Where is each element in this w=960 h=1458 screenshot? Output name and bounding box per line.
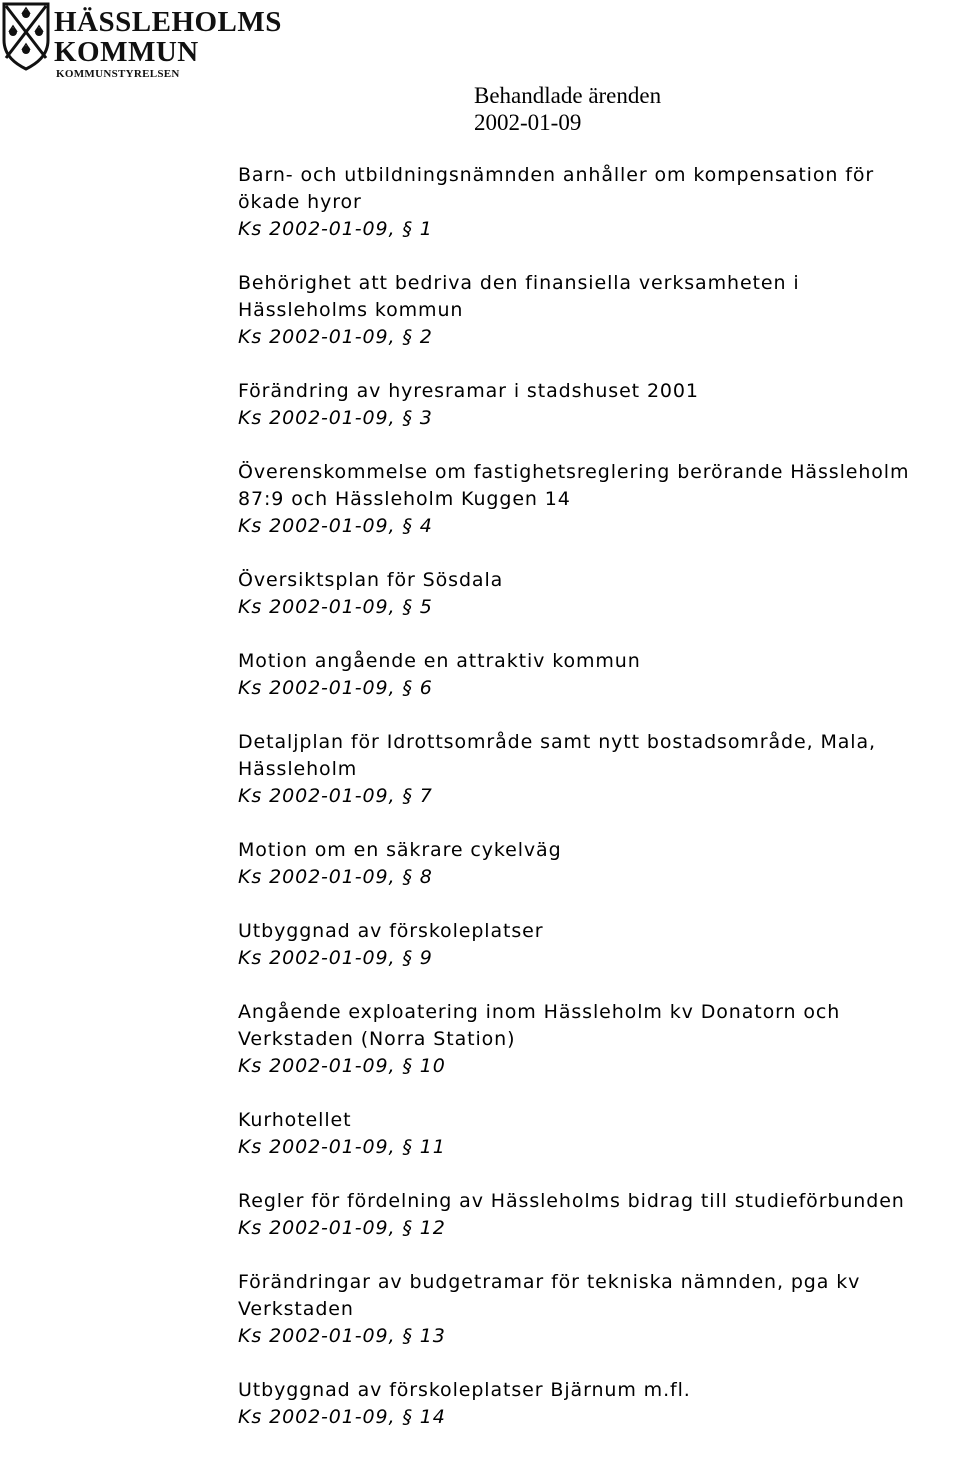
case-item	[238, 1269, 956, 1350]
case-reference: Ks 2002-01-09, § 13	[238, 1325, 446, 1347]
case-reference: Ks 2002-01-09, § 8	[238, 866, 433, 888]
case-item	[238, 918, 956, 972]
case-reference: Ks 2002-01-09, § 6	[238, 677, 433, 699]
case-item	[238, 1107, 956, 1161]
case-title: Angående exploatering inom Hässleholm kv Donatorn och Verkstaden (Norra Station)	[238, 1001, 841, 1050]
case-reference: Ks 2002-01-09, § 5	[238, 596, 433, 618]
case-item	[238, 999, 956, 1080]
case-reference: Ks 2002-01-09, § 2	[238, 326, 433, 348]
case-reference: Ks 2002-01-09, § 1	[238, 218, 433, 240]
case-title: Utbyggnad av förskoleplatser Bjärnum m.fl.	[238, 1379, 691, 1401]
case-item	[238, 1377, 956, 1431]
logo-name-line1: HÄSSLEHOLMS	[54, 6, 282, 38]
case-title: Utbyggnad av förskoleplatser	[238, 920, 544, 942]
case-title: Översiktsplan för Sösdala	[238, 569, 504, 591]
case-title: Motion om en säkrare cykelväg	[238, 839, 562, 861]
case-title: Överenskommelse om fastighetsreglering berörande Hässleholm 87:9 och Hässleholm Kuggen 14	[238, 461, 910, 510]
case-item	[238, 648, 956, 702]
case-reference: Ks 2002-01-09, § 9	[238, 947, 433, 969]
case-item	[238, 1188, 956, 1242]
case-item	[238, 378, 956, 432]
coat-of-arms-icon	[0, 0, 52, 72]
case-item	[238, 270, 956, 351]
case-item	[238, 837, 956, 891]
case-title: Motion angående en attraktiv kommun	[238, 650, 641, 672]
case-reference: Ks 2002-01-09, § 10	[238, 1055, 446, 1077]
case-item	[238, 459, 956, 540]
case-item	[238, 729, 956, 810]
case-item	[238, 567, 956, 621]
case-reference: Ks 2002-01-09, § 14	[238, 1406, 446, 1428]
logo-subtitle: KOMMUNSTYRELSEN	[56, 68, 180, 80]
case-title: Regler för fördelning av Hässleholms bidrag till studieförbunden	[238, 1190, 905, 1212]
document-title: Behandlade ärenden	[474, 83, 662, 108]
case-list	[238, 162, 956, 1458]
case-reference: Ks 2002-01-09, § 7	[238, 785, 433, 807]
case-reference: Ks 2002-01-09, § 12	[238, 1217, 446, 1239]
case-item	[238, 162, 956, 243]
case-reference: Ks 2002-01-09, § 4	[238, 515, 433, 537]
case-title: Barn- och utbildningsnämnden anhåller om kompensation för ökade hyror	[238, 164, 875, 213]
case-title: Förändringar av budgetramar för tekniska nämnden, pga kv Verkstaden	[238, 1271, 861, 1320]
case-reference: Ks 2002-01-09, § 3	[238, 407, 433, 429]
document-header	[474, 82, 661, 136]
document-date: 2002-01-09	[474, 110, 582, 135]
case-reference: Ks 2002-01-09, § 11	[238, 1136, 446, 1158]
case-title: Detaljplan för Idrottsområde samt nytt bostadsområde, Mala, Hässleholm	[238, 731, 876, 780]
logo-name-line2: KOMMUN	[54, 36, 199, 68]
case-title: Kurhotellet	[238, 1109, 352, 1131]
municipality-logo	[0, 0, 282, 84]
case-title: Behörighet att bedriva den finansiella verksamheten i Hässleholms kommun	[238, 272, 800, 321]
case-title: Förändring av hyresramar i stadshuset 2001	[238, 380, 699, 402]
